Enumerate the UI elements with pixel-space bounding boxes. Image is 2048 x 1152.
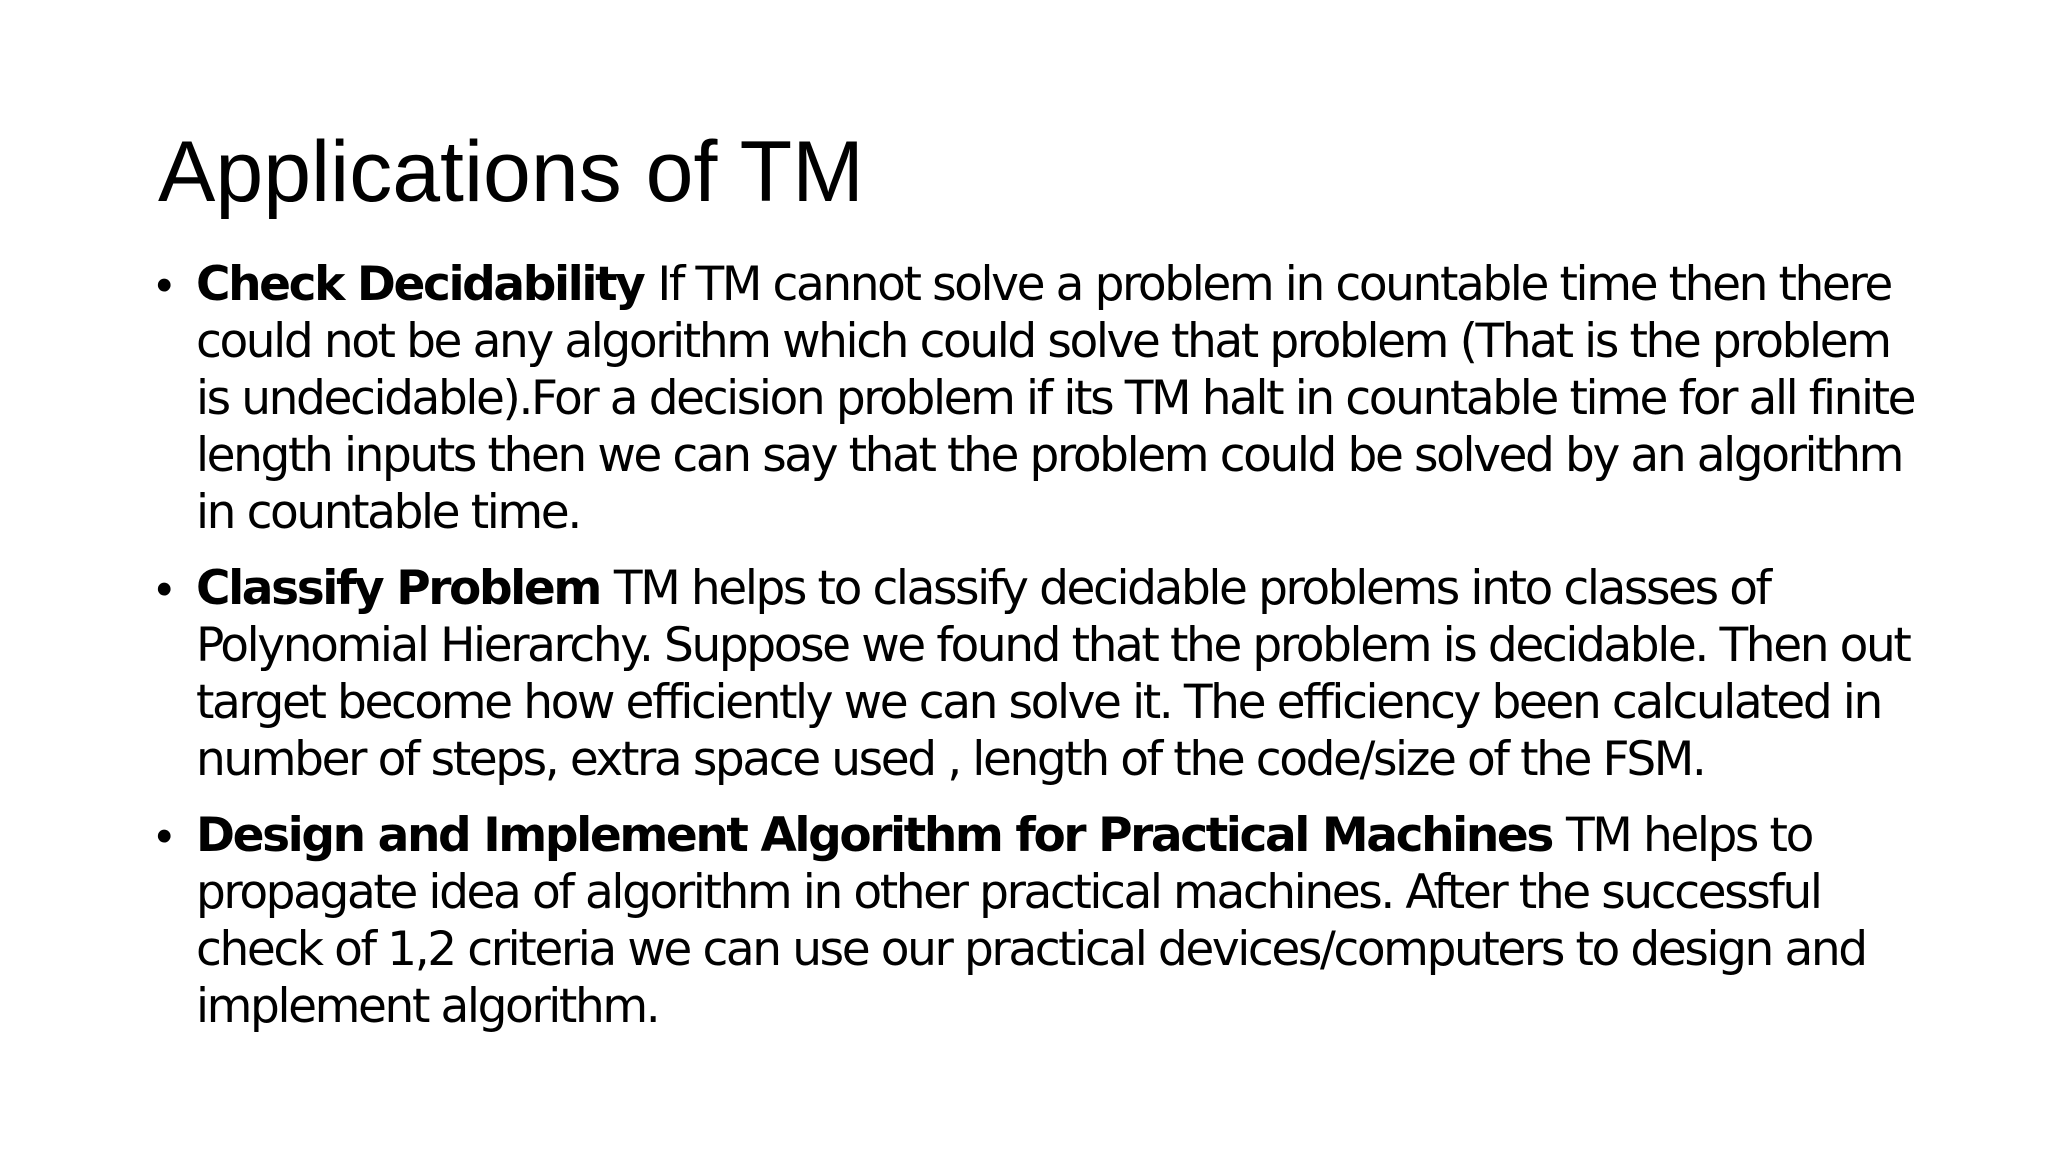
bullet-term: Classify Problem (196, 561, 614, 616)
slide-title: Applications of TM (158, 124, 864, 220)
bullet-text: TM helps to classify decidable problems into classes of Polynomial Hierarchy. Suppose we found that the problem is decidable. Then out target become how efficiently we can solve it. The efficiency been calculated in number of steps, extra space used , length of the code/size of the FSM. (196, 561, 1910, 787)
bullet-term: Check Decidability (196, 257, 658, 312)
bullet-marker: • (156, 562, 173, 615)
bullet-text: If TM cannot solve a problem in countable time then there could not be any algorithm which could solve that problem (That is the problem is undecidable).For a decision problem if its TM halt in countable time for all finite length inputs then we can say that the problem could be solved by an algorithm in countable time. (196, 257, 1915, 540)
bullet-marker: • (156, 809, 173, 862)
bullet-item-classify-problem (156, 560, 1916, 788)
bullet-item-design-implement-algorithm (156, 807, 1916, 1035)
bullet-text: TM helps to propagate idea of algorithm in other practical machines. After the successful check of 1,2 criteria we can use our practical devices/computers to design and implement algorithm. (196, 808, 1866, 1034)
bullet-marker: • (156, 258, 173, 311)
bullet-item-check-decidability (156, 256, 1916, 541)
bullet-term: Design and Implement Algorithm for Practical Machines (196, 808, 1566, 863)
bullet-list (156, 256, 1916, 1054)
